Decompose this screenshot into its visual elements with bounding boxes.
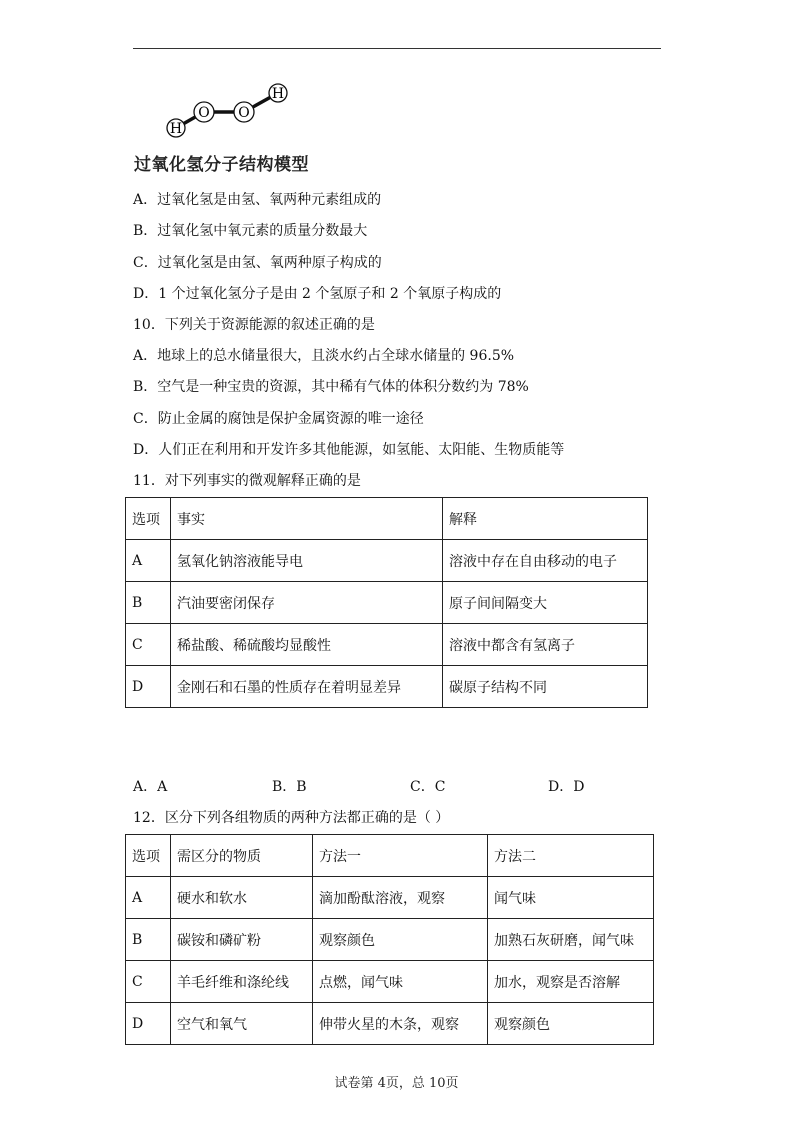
table-cell: 溶液中都含有氢离子 [443, 624, 648, 666]
table-header-cell: 方法一 [313, 835, 488, 877]
q10-option-c: C．防止金属的腐蚀是保护金属资源的唯一途径 [133, 411, 424, 427]
table-cell: B [126, 582, 171, 624]
q11-choice-a: A．A [133, 779, 168, 795]
table-cell: 硬水和软水 [171, 877, 313, 919]
table-header-cell: 选项 [126, 498, 171, 540]
atom-o-right [234, 102, 254, 122]
q9-option-b: B．过氧化氢中氧元素的质量分数最大 [133, 223, 368, 239]
table-cell: 闻气味 [488, 877, 654, 919]
table-cell: D [126, 666, 171, 708]
table-row [126, 961, 654, 1003]
table-cell: 伸带火星的木条，观察 [313, 1003, 488, 1045]
atom-label: H [271, 86, 285, 102]
q12-stem: 12．区分下列各组物质的两种方法都正确的是（ ） [133, 810, 450, 826]
table-cell: 溶液中存在自由移动的电子 [443, 540, 648, 582]
table-cell: 点燃，闻气味 [313, 961, 488, 1003]
table-header-row [126, 498, 648, 540]
q9-option-a: A．过氧化氢是由氢、氧两种元素组成的 [133, 192, 382, 208]
table-cell: 空气和氧气 [171, 1003, 313, 1045]
table-header-cell: 选项 [126, 835, 171, 877]
table-row [126, 624, 648, 666]
hydrogen-peroxide-molecule-figure [160, 80, 295, 142]
q9-option-c: C．过氧化氢是由氢、氧两种原子构成的 [133, 255, 382, 271]
table-cell: A [126, 877, 171, 919]
table-row [126, 666, 648, 708]
table-header-cell: 事实 [171, 498, 443, 540]
table-row [126, 540, 648, 582]
table-header-row [126, 835, 654, 877]
q10-stem: 10．下列关于资源能源的叙述正确的是 [133, 317, 375, 333]
table-cell: 稀盐酸、稀硫酸均显酸性 [171, 624, 443, 666]
atom-label: O [238, 105, 250, 121]
table-cell: 原子间间隔变大 [443, 582, 648, 624]
table-header-cell: 方法二 [488, 835, 654, 877]
q9-option-d: D．1 个过氧化氢分子是由 2 个氢原子和 2 个氧原子构成的 [133, 286, 502, 302]
q10-option-d: D．人们正在利用和开发许多其他能源，如氢能、太阳能、生物质能等 [133, 442, 565, 458]
table-cell: C [126, 961, 171, 1003]
table-cell: 碳铵和磷矿粉 [171, 919, 313, 961]
table-cell: 氢氧化钠溶液能导电 [171, 540, 443, 582]
table-cell: 金刚石和石墨的性质存在着明显差异 [171, 666, 443, 708]
table-cell: 羊毛纤维和涤纶线 [171, 961, 313, 1003]
table-cell: 加水，观察是否溶解 [488, 961, 654, 1003]
table-header-cell: 需区分的物质 [171, 835, 313, 877]
atom-h-right [269, 84, 287, 102]
table-cell: D [126, 1003, 171, 1045]
table-cell: A [126, 540, 171, 582]
q10-option-b: B．空气是一种宝贵的资源，其中稀有气体的体积分数约为 78% [133, 379, 529, 395]
table-cell: 观察颜色 [313, 919, 488, 961]
table-cell: 滴加酚酞溶液，观察 [313, 877, 488, 919]
figure-caption: 过氧化氢分子结构模型 [134, 155, 309, 175]
table-row [126, 582, 648, 624]
header-rule [133, 48, 661, 49]
q11-choice-d: D．D [548, 779, 585, 795]
atom-o-left [194, 102, 214, 122]
table-cell: 汽油要密闭保存 [171, 582, 443, 624]
q11-choice-b: B．B [272, 779, 307, 795]
table-cell: 加熟石灰研磨，闻气味 [488, 919, 654, 961]
table-cell: B [126, 919, 171, 961]
q11-stem: 11．对下列事实的微观解释正确的是 [133, 473, 361, 489]
q11-table [125, 497, 648, 708]
page-footer: 试卷第 4页，总 10页 [334, 1076, 459, 1091]
table-cell: 碳原子结构不同 [443, 666, 648, 708]
q11-choice-c: C．C [410, 779, 446, 795]
table-cell: C [126, 624, 171, 666]
table-row [126, 919, 654, 961]
atom-label: O [198, 105, 210, 121]
table-row [126, 877, 654, 919]
q10-option-a: A．地球上的总水储量很大，且淡水约占全球水储量的 96.5% [133, 348, 515, 364]
atom-h-left [167, 119, 185, 137]
q12-table [125, 834, 654, 1045]
table-row [126, 1003, 654, 1045]
atom-label: H [169, 121, 183, 137]
table-header-cell: 解释 [443, 498, 648, 540]
table-cell: 观察颜色 [488, 1003, 654, 1045]
